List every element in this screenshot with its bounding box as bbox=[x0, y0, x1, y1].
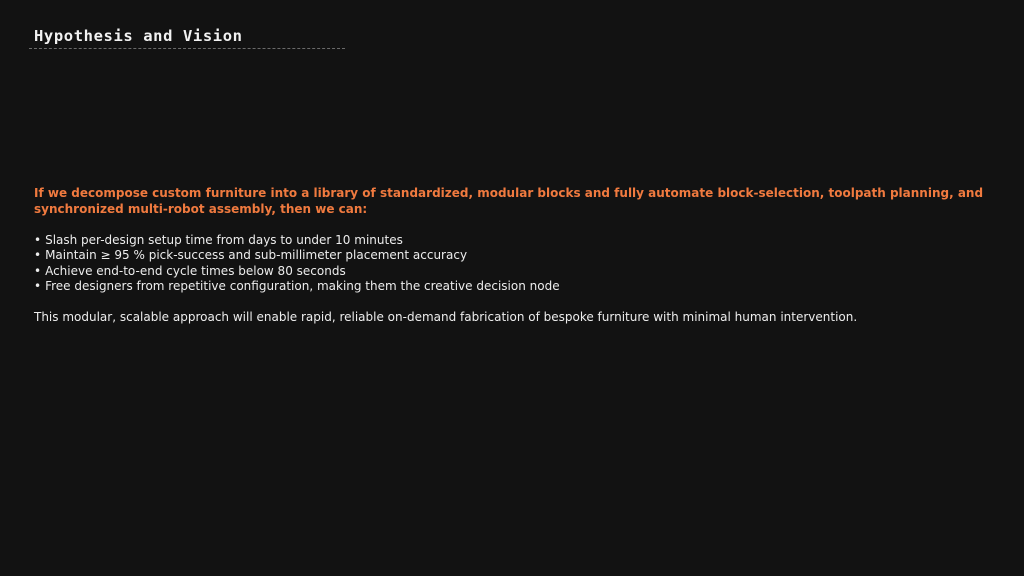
bullet-icon: • bbox=[34, 232, 42, 247]
title-underline bbox=[29, 48, 345, 49]
list-item bbox=[34, 233, 984, 249]
outcome-list bbox=[34, 233, 984, 295]
slide-title: Hypothesis and Vision bbox=[34, 27, 243, 45]
vision-statement: This modular, scalable approach will enable rapid, reliable on-demand fabrication of bespoke furniture with minimal human intervention. bbox=[34, 310, 858, 324]
list-item-text: Slash per-design setup time from days to under 10 minutes bbox=[45, 232, 403, 247]
bullet-icon: • bbox=[34, 248, 42, 262]
list-item bbox=[34, 264, 984, 280]
slide-content bbox=[34, 186, 984, 326]
list-item bbox=[34, 279, 984, 295]
hypothesis-statement: If we decompose custom furniture into a library of standardized, modular blocks and fully automate block-selection, toolpath planning, and synchronized multi-robot assembly, then we can: bbox=[34, 186, 984, 216]
list-item-text: Achieve end-to-end cycle times below 80 seconds bbox=[45, 263, 346, 278]
list-item-text: Free designers from repetitive configuration, making them the creative decision node bbox=[45, 279, 560, 293]
list-item-text: Maintain ≥ 95 % pick-success and sub-millimeter placement accuracy bbox=[45, 248, 468, 262]
list-item bbox=[34, 248, 984, 264]
bullet-icon: • bbox=[34, 279, 42, 293]
bullet-icon: • bbox=[34, 263, 42, 278]
